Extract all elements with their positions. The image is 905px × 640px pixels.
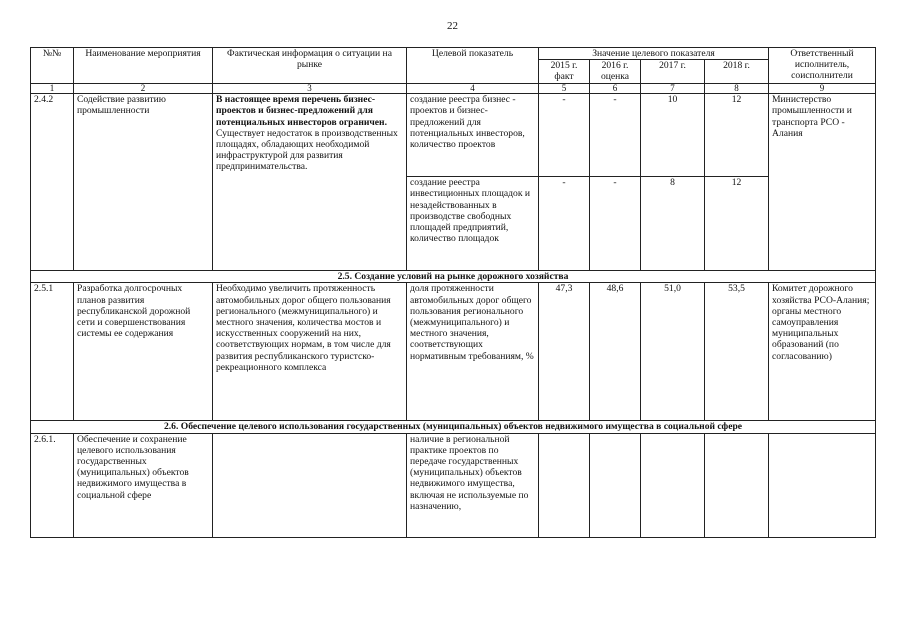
table-row-2-4-2 — [31, 94, 876, 177]
column-number: 4 — [407, 84, 539, 94]
page-number: 22 — [447, 20, 458, 32]
header-fact-info: Фактическая информация о ситуации на рынке — [213, 48, 407, 84]
table-row-2-5-1 — [31, 283, 876, 421]
row-responsible: Комитет дорожного хозяйства РСО-Алания; органы местного самоуправления муниципальных образований (по согласованию) — [769, 283, 876, 421]
value-2016: 48,6 — [590, 283, 641, 421]
row-responsible: Министерство промышленности и транспорта РСО - Алания — [769, 94, 876, 271]
row-target-indicator: доля протяженности автомобильных дорог общего пользования регионального (межмуниципального) и местного значения, соответствующих нормативным требованиям, % — [407, 283, 539, 421]
value-2015 — [539, 433, 590, 537]
header-target-indicator: Целевой показатель — [407, 48, 539, 84]
column-number: 7 — [641, 84, 705, 94]
value-2017: 8 — [641, 177, 705, 271]
value-2016 — [590, 433, 641, 537]
section-title: 2.5. Создание условий на рынке дорожного хозяйства — [31, 271, 876, 283]
section-row-2-6 — [31, 421, 876, 433]
fact-bold-text: В настоящее время перечень бизнес-проектов и бизнес-предложений для потенциальных инвесторов ограничен. — [216, 94, 387, 128]
column-number: 3 — [213, 84, 407, 94]
row-num: 2.6.1. — [31, 433, 74, 537]
row-target-indicator: наличие в региональной практике проектов по передаче государственных (муниципальных) объектов недвижимого имущества, включая не используемые по назначению, — [407, 433, 539, 537]
row-target-indicator: создание реестра бизнес - проектов и бизнес-предложений для потенциальных инвесторов, количество проектов — [407, 94, 539, 177]
column-number: 6 — [590, 84, 641, 94]
fact-text: Существует недостаток в производственных площадях, обладающих необходимой инфраструктурой для развития предпринимательства. — [216, 127, 398, 173]
header-target-values: Значение целевого показателя — [539, 48, 769, 60]
row-fact-info: Необходимо увеличить протяженность автомобильных дорог общего пользования регионального (межмуниципального) и местного значения, количества мостов и искусственных сооружений на них, соответствующих нормам, в том числе для развития республиканского туристско-рекреационного комплекса — [213, 283, 407, 421]
row-responsible — [769, 433, 876, 537]
value-2015: 47,3 — [539, 283, 590, 421]
row-num: 2.4.2 — [31, 94, 74, 271]
header-measure-name: Наименование мероприятия — [74, 48, 213, 84]
section-row-2-5 — [31, 271, 876, 283]
header-year-2017: 2017 г. — [641, 60, 705, 84]
column-numbers-row — [31, 84, 876, 94]
row-measure-name: Содействие развитию промышленности — [74, 94, 213, 271]
value-2018 — [705, 433, 769, 537]
column-number: 2 — [74, 84, 213, 94]
column-number: 9 — [769, 84, 876, 94]
table-row-2-6-1 — [31, 433, 876, 537]
value-2017: 51,0 — [641, 283, 705, 421]
value-2016: - — [590, 94, 641, 177]
row-fact-info — [213, 94, 407, 271]
header-responsible: Ответственный исполнитель, соисполнители — [769, 48, 876, 84]
row-target-indicator: создание реестра инвестиционных площадок и незадействованных в производстве свободных площадей предприятий, количество площадок — [407, 177, 539, 271]
header-num: №№ — [31, 48, 74, 84]
value-2018: 12 — [705, 177, 769, 271]
row-measure-name: Обеспечение и сохранение целевого использования государственных (муниципальных) объектов недвижимого имущества в социальной сфере — [74, 433, 213, 537]
row-num: 2.5.1 — [31, 283, 74, 421]
header-year-2016: 2016 г. оценка — [590, 60, 641, 84]
value-2016: - — [590, 177, 641, 271]
header-row-1 — [31, 48, 876, 60]
measures-table — [30, 47, 876, 538]
header-year-2018: 2018 г. — [705, 60, 769, 84]
value-2015: - — [539, 177, 590, 271]
value-2018: 12 — [705, 94, 769, 177]
value-2017 — [641, 433, 705, 537]
row-measure-name: Разработка долгосрочных планов развития республиканской дорожной сети и совершенствования системы ее содержания — [74, 283, 213, 421]
row-fact-info — [213, 433, 407, 537]
value-2015: - — [539, 94, 590, 177]
header-year-2015: 2015 г. факт — [539, 60, 590, 84]
column-number: 8 — [705, 84, 769, 94]
value-2017: 10 — [641, 94, 705, 177]
column-number: 1 — [31, 84, 74, 94]
section-title: 2.6. Обеспечение целевого использования государственных (муниципальных) объектов недвижимого имущества в социальной сфере — [31, 421, 876, 433]
column-number: 5 — [539, 84, 590, 94]
value-2018: 53,5 — [705, 283, 769, 421]
